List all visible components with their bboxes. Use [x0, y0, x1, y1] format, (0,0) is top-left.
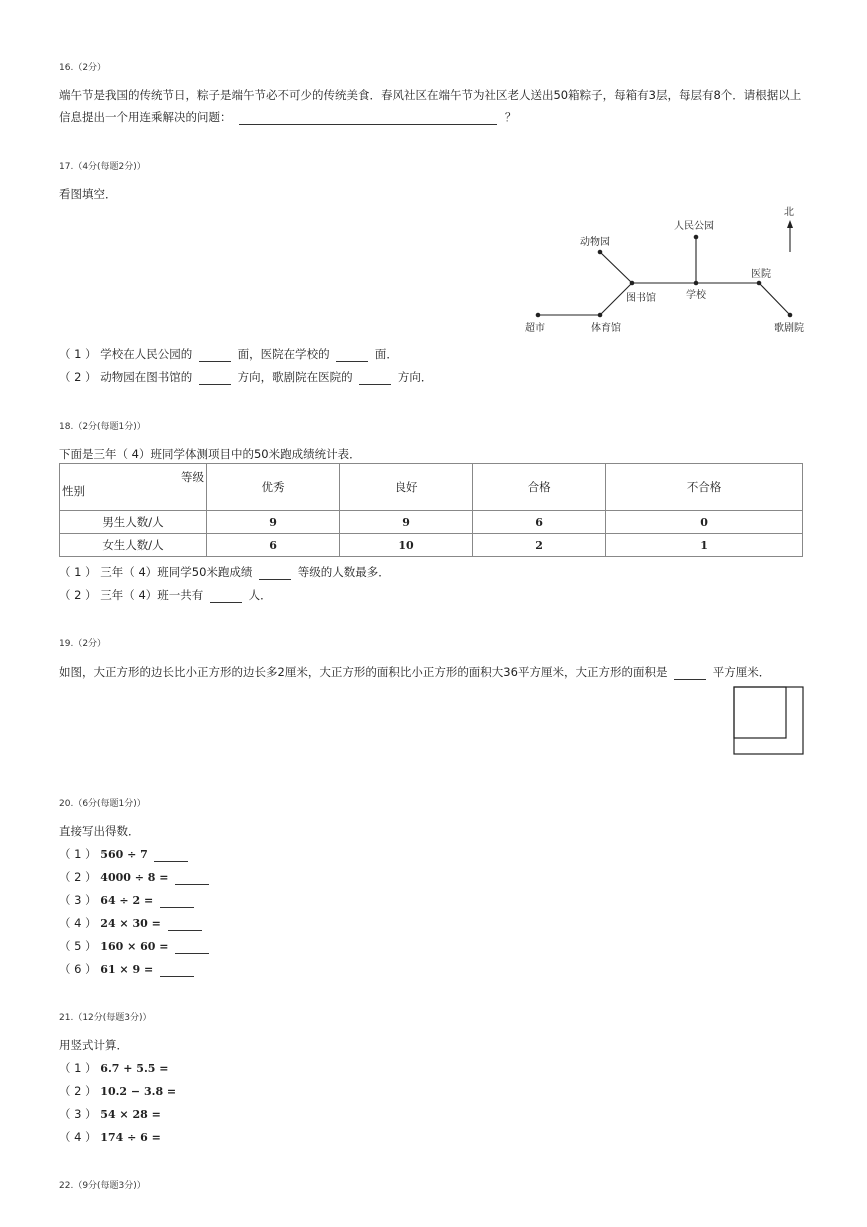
map-label-gym: 体育馆 [591, 323, 621, 334]
sub-text: 等级的人数最多． [297, 565, 390, 579]
q20-header: 20.（6分(每题1分)） [59, 799, 146, 809]
list-item [59, 961, 194, 977]
list-item [59, 1083, 176, 1099]
math-expression: 24 × 30 = [100, 917, 161, 930]
answer-blank[interactable] [175, 941, 209, 954]
table-cell: 10 [340, 534, 473, 557]
q22-header: 22.（9分(每题3分)） [59, 1181, 146, 1191]
corner-bottom-label: 性别 [62, 484, 85, 498]
table-cell: 9 [207, 511, 340, 534]
list-item [59, 1129, 161, 1145]
answer-blank[interactable] [154, 849, 188, 862]
sub-number: （ 1 ） [59, 565, 97, 579]
sub-number: （ 4 ） [59, 1130, 97, 1144]
table-row [60, 511, 803, 534]
sub-text: 三年（ 4）班同学50米跑成绩 [100, 565, 253, 579]
sub-number: （ 3 ） [59, 893, 97, 907]
sub-number: （ 2 ） [59, 870, 97, 884]
q18-1-blank[interactable] [259, 567, 291, 580]
q19-header: 19.（2分） [59, 639, 107, 649]
row-label: 男生人数/人 [60, 511, 207, 534]
answer-blank[interactable] [160, 964, 194, 977]
list-item [59, 1106, 161, 1122]
sub-text: 面，医院在学校的 [237, 347, 330, 361]
sub-text: 人． [248, 588, 272, 602]
q19-answer-blank[interactable] [674, 667, 706, 680]
math-expression: 61 × 9 = [100, 963, 154, 976]
math-expression: 6.7 + 5.5 = [100, 1062, 169, 1075]
table-row [60, 534, 803, 557]
row-label: 女生人数/人 [60, 534, 207, 557]
q19-unit: 平方厘米． [712, 665, 771, 679]
q17-sub1 [59, 346, 398, 362]
q16-header: 16.（2分） [59, 63, 107, 73]
map-label-supermarket: 超市 [525, 323, 545, 334]
sub-number: （ 5 ） [59, 939, 97, 953]
list-item [59, 915, 202, 931]
sub-number: （ 2 ） [59, 1084, 97, 1098]
answer-blank[interactable] [168, 918, 202, 931]
q19-text [59, 664, 770, 680]
sub-text: 方向． [397, 370, 433, 384]
q17-2-blank-b[interactable] [359, 372, 391, 385]
north-arrow-icon [787, 220, 793, 228]
list-item [59, 1060, 169, 1076]
column-header: 不合格 [606, 464, 803, 511]
answer-blank[interactable] [160, 895, 194, 908]
map-label-hospital: 医院 [751, 269, 771, 280]
q17-map-diagram [0, 0, 867, 345]
map-label-school: 学校 [686, 290, 706, 301]
map-label-zoo: 动物园 [580, 237, 610, 248]
sub-number: （ 2 ） [59, 588, 97, 602]
q17-1-blank-a[interactable] [199, 349, 231, 362]
column-header: 优秀 [207, 464, 340, 511]
table-cell: 6 [473, 511, 606, 534]
q16-prompt: 信息提出一个用连乘解决的问题： [59, 110, 232, 124]
table-cell: 9 [340, 511, 473, 534]
list-item [59, 846, 188, 862]
math-expression: 54 × 28 = [100, 1108, 161, 1121]
table-cell: 6 [207, 534, 340, 557]
math-expression: 10.2 − 3.8 = [100, 1085, 177, 1098]
sub-text: 方向，歌剧院在医院的 [237, 370, 353, 384]
q17-sub2 [59, 369, 432, 385]
sub-text: 三年（ 4）班一共有 [100, 588, 204, 602]
map-label-opera: 歌剧院 [774, 323, 804, 334]
q16-text-line1: 端午节是我国的传统节日，粽子是端午节必不可少的传统美食．春风社区在端午节为社区老人送出50箱粽子，每箱有3层，每层有8个．请根据以上 [59, 88, 802, 102]
sub-number: （ 3 ） [59, 1107, 97, 1121]
q16-question-mark: ？ [504, 110, 517, 124]
q19-statement: 如图，大正方形的边长比小正方形的边长多2厘米，大正方形的面积比小正方形的面积大36平方厘米，大正方形的面积是 [59, 665, 668, 679]
q21-header: 21.（12分(每题3分)） [59, 1013, 152, 1023]
q20-intro: 直接写出得数． [59, 824, 140, 838]
math-expression: 560 ÷ 7 [100, 848, 148, 861]
sub-number: （ 4 ） [59, 916, 97, 930]
column-header: 合格 [473, 464, 606, 511]
q17-intro: 看图填空． [59, 187, 117, 201]
answer-blank[interactable] [175, 872, 209, 885]
q18-header: 18.（2分(每题1分)） [59, 422, 146, 432]
column-header: 良好 [340, 464, 473, 511]
q21-intro: 用竖式计算． [59, 1038, 128, 1052]
map-label-north: 北 [784, 207, 794, 218]
sub-text: 学校在人民公园的 [100, 347, 193, 361]
sub-number: （ 1 ） [59, 347, 97, 361]
sub-text: 面． [374, 347, 398, 361]
sub-number: （ 2 ） [59, 370, 97, 384]
q17-header: 17.（4分(每题2分)） [59, 162, 146, 172]
math-expression: 160 × 60 = [100, 940, 169, 953]
sub-number: （ 6 ） [59, 962, 97, 976]
math-expression: 4000 ÷ 8 = [100, 871, 169, 884]
q18-2-blank[interactable] [210, 590, 242, 603]
q18-intro: 下面是三年（ 4）班同学体测项目中的50米跑成绩统计表． [59, 447, 361, 461]
table-cell: 0 [606, 511, 803, 534]
math-expression: 64 ÷ 2 = [100, 894, 154, 907]
sub-number: （ 1 ） [59, 847, 97, 861]
q19-squares-figure [733, 686, 805, 756]
table-header-row [60, 464, 803, 511]
q17-2-blank-a[interactable] [199, 372, 231, 385]
table-cell: 1 [606, 534, 803, 557]
sub-number: （ 1 ） [59, 1061, 97, 1075]
map-label-park: 人民公园 [674, 221, 714, 232]
q17-1-blank-b[interactable] [336, 349, 368, 362]
q18-sub2 [59, 587, 272, 603]
map-label-library: 图书馆 [626, 293, 656, 304]
q18-sub1 [59, 564, 390, 580]
list-item [59, 869, 209, 885]
math-expression: 174 ÷ 6 = [100, 1131, 161, 1144]
table-corner-cell [60, 464, 207, 511]
corner-top-label: 等级 [181, 470, 204, 484]
table-cell: 2 [473, 534, 606, 557]
list-item [59, 938, 209, 954]
score-table [59, 463, 803, 557]
sub-text: 动物园在图书馆的 [100, 370, 193, 384]
list-item [59, 892, 194, 908]
